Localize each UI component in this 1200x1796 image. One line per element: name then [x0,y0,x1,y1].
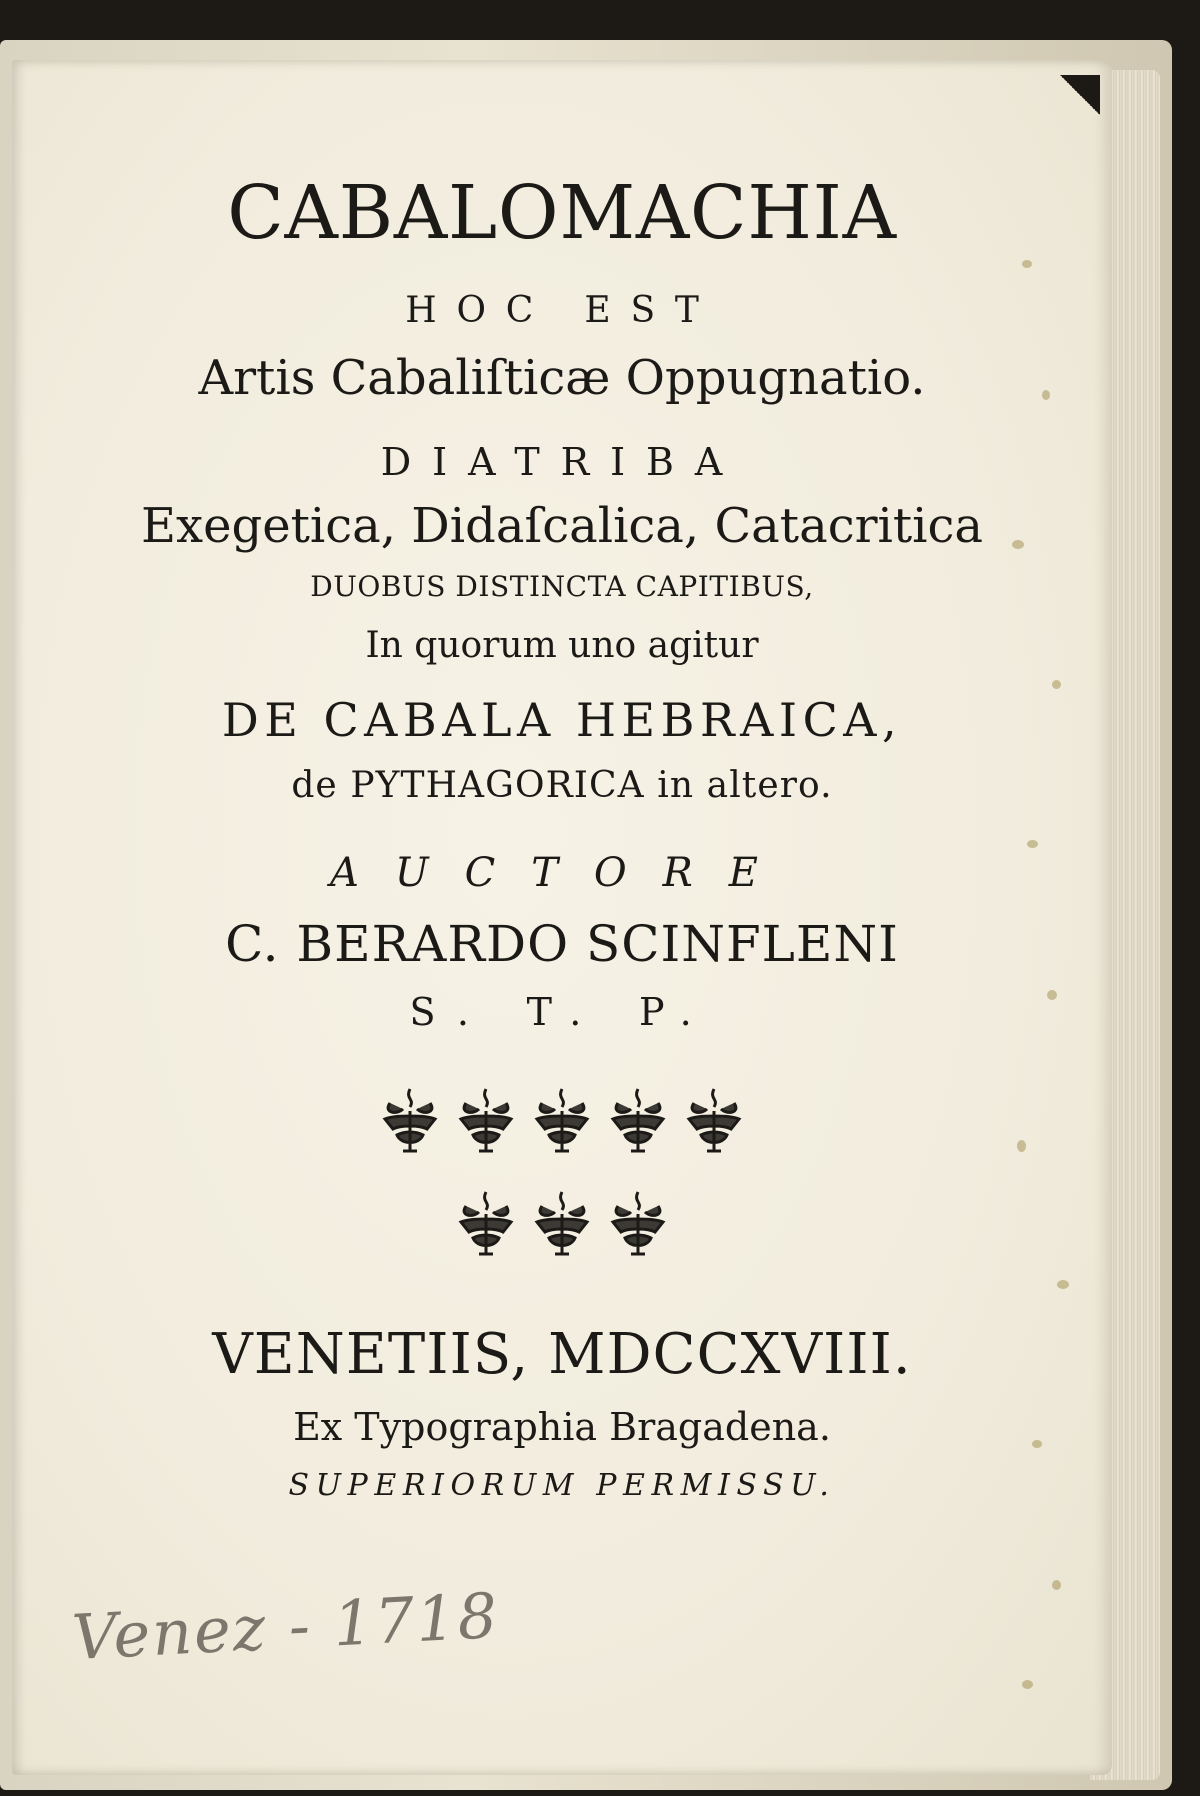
fleuron-ornament-icon [451,1085,521,1157]
ornament-row-2 [12,1188,1112,1260]
author-name: C. BERARDO SCINFLENI [225,915,899,973]
handwritten-pencil-note: Venez - 1718 [70,1578,501,1675]
foxing-spot [1022,1680,1033,1689]
foxing-spot [1052,1580,1061,1590]
permission-line: SUPERIORUM PERMISSU. [288,1468,836,1503]
fleuron-ornament-icon [375,1085,445,1157]
cabala-hebraica-line: DE CABALA HEBRAICA, [221,693,903,747]
fleuron-ornament-icon [603,1188,673,1260]
auctore-heading: AUCTORE [330,850,794,896]
main-title: CABALOMACHIA [227,170,897,256]
foxing-spot [1052,680,1061,689]
fleuron-ornament-icon [603,1085,673,1157]
foxing-spot [1022,260,1032,268]
title-page [12,60,1112,1775]
subtitle: Artis Cabaliſticæ Oppugnatio. [198,350,926,406]
foxing-spot [1057,1280,1069,1289]
ornament-row-1 [12,1085,1112,1157]
author-degree: S. T. P. [409,990,715,1034]
fleuron-ornament-icon [679,1085,749,1157]
diatriba-heading: DIATRIBA [380,440,744,484]
fleuron-ornament-icon [451,1188,521,1260]
page-corner [1060,75,1100,115]
hoc-est: HOC EST [405,290,719,331]
pythagorica-line: de PYTHAGORICA in altero. [291,765,833,806]
foxing-spot [1027,840,1038,848]
printer-line: Ex Typographia Bragadena. [293,1405,831,1449]
imprint-place-date: VENETIIS, MDCCXVIII. [212,1322,912,1387]
divided-line: DUOBUS DISTINCTA CAPITIBUS, [310,570,814,603]
in-quorum-line: In quorum uno agitur [365,625,759,666]
fleuron-ornament-icon [527,1188,597,1260]
descriptors-line: Exegetica, Didaſcalica, Catacritica [140,498,984,554]
fleuron-ornament-icon [527,1085,597,1157]
